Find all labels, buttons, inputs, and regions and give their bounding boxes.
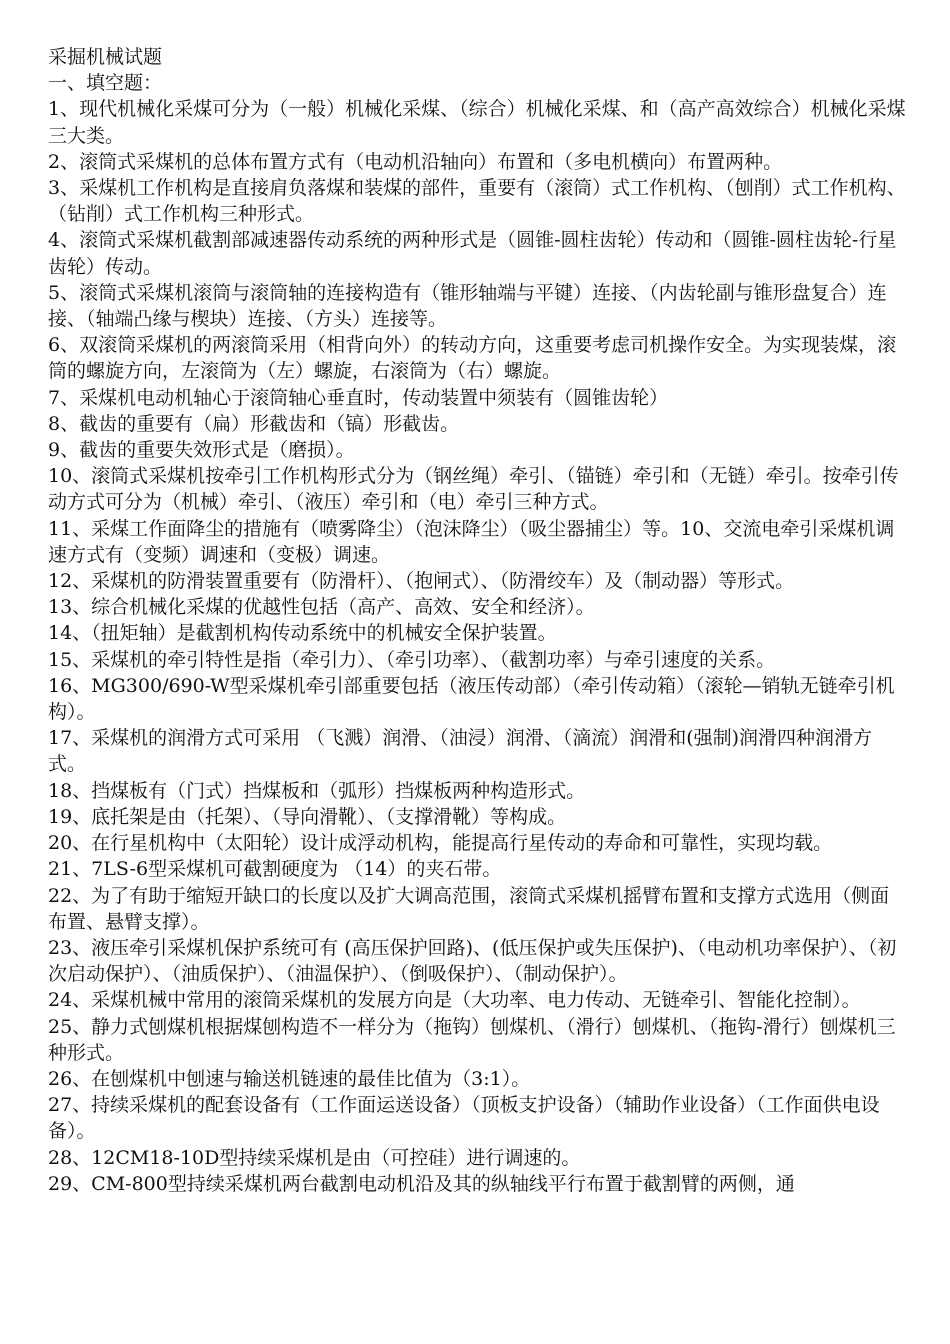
question-item: 2、滚筒式采煤机的总体布置方式有（电动机沿轴向）布置和（多电机横向）布置两种。 [48, 150, 783, 173]
question-item: 11、采煤工作面降尘的措施有（喷雾降尘）（泡沫降尘）（吸尘器捕尘）等。10、交流电牵引采煤机调速方式有（变频）调速和（变极）调速。 [48, 517, 895, 566]
question-item: 28、12CM18-10D型持续采煤机是由（可控硅）进行调速的。 [48, 1146, 581, 1169]
question-item: 23、液压牵引采煤机保护系统可有 (高压保护回路)、(低压保护或失压保护)、（电动机功率保护）、（初次启动保护）、（油质保护）、（油温保护）、（倒吸保护）、（制动保护）。 [48, 936, 897, 986]
question-item: 22、为了有助于缩短开缺口的长度以及扩大调高范围，滚筒式采煤机摇臂布置和支撑方式选用（侧面布置、悬臂支撑）。 [48, 884, 890, 933]
question-item: 9、截齿的重要失效形式是（磨损）。 [48, 439, 355, 462]
question-item: 7、采煤机电动机轴心于滚筒轴心垂直时，传动装置中须装有（圆锥齿轮） [48, 386, 669, 409]
question-item: 3、采煤机工作机构是直接肩负落煤和装煤的部件，重要有（滚筒）式工作机构、（刨削）式工作机构、（钻削）式工作机构三种形式。 [48, 177, 906, 226]
question-item: 26、在刨煤机中刨速与输送机链速的最佳比值为（3:1）。 [48, 1067, 531, 1090]
question-item: 8、截齿的重要有（扁）形截齿和（镐）形截齿。 [48, 412, 460, 435]
question-item: 18、挡煤板有（门式）挡煤板和（弧形）挡煤板两种构造形式。 [48, 779, 586, 802]
question-item: 12、采煤机的防滑装置重要有（防滑杆）、（抱闸式）、（防滑绞车）及（制动器）等形式。 [48, 570, 795, 593]
question-item: 24、采煤机械中常用的滚筒采煤机的发展方向是（大功率、电力传动、无链牵引、智能化控制）。 [48, 989, 861, 1012]
question-item: 6、双滚筒采煤机的两滚筒采用（相背向外）的转动方向，这重要考虑司机操作安全。为实现装煤，滚筒的螺旋方向，左滚筒为（左）螺旋，右滚筒为（右）螺旋。 [48, 334, 897, 383]
question-item: 19、底托架是由（托架）、（导向滑靴）、（支撑滑靴）等构成。 [48, 805, 567, 828]
question-item: 10、滚筒式采煤机按牵引工作机构形式分为（钢丝绳）牵引、（锚链）牵引和（无链）牵引。按牵引传动方式可分为（机械）牵引、（液压）牵引和（电）牵引三种方式。 [48, 465, 899, 514]
question-item: 25、静力式刨煤机根据煤刨构造不一样分为（拖钩）刨煤机、（滑行）刨煤机、（拖钩-滑行）刨煤机三种形式。 [48, 1015, 896, 1064]
question-item: 15、采煤机的牵引特性是指（牵引力）、（牵引功率）、（截割功率）与牵引速度的关系。 [48, 648, 776, 671]
document-title: 采掘机械试题 [48, 46, 163, 68]
question-item: 21、7LS-6型采煤机可截割硬度为 （14）的夹石带。 [48, 858, 502, 881]
question-item: 4、滚筒式采煤机截割部减速器传动系统的两种形式是（圆锥-圆柱齿轮）传动和（圆锥-圆柱齿轮-行星齿轮）传动。 [48, 229, 897, 278]
document-body [48, 44, 906, 1197]
question-item: 14、（扭矩轴）是截割机构传动系统中的机械安全保护装置。 [48, 622, 557, 645]
question-item: 16、MG300/690-W型采煤机牵引部重要包括（液压传动部）（牵引传动箱）（滚轮—销轨无链牵引机构）。 [48, 674, 895, 724]
question-item: 20、在行星机构中（太阳轮）设计成浮动机构，能提高行星传动的寿命和可靠性，实现均载。 [48, 832, 833, 855]
question-item: 17、采煤机的润滑方式可采用 （飞溅）润滑、（油浸）润滑、（滴流）润滑和(强制)润滑四种润滑方式。 [48, 727, 873, 776]
question-item: 27、持续采煤机的配套设备有（工作面运送设备）（顶板支护设备）（辅助作业设备）（工作面供电设备）。 [48, 1094, 880, 1143]
question-item: 29、CM-800型持续采煤机两台截割电动机沿及其的纵轴线平行布置于截割臂的两侧，通 [48, 1172, 795, 1195]
question-item: 13、综合机械化采煤的优越性包括（高产、高效、安全和经济）。 [48, 596, 595, 619]
question-item: 1、现代机械化采煤可分为（一般）机械化采煤、（综合）机械化采煤、和（高产高效综合）机械化采煤三大类。 [48, 98, 906, 147]
section-heading: 一、填空题： [48, 72, 163, 95]
question-item: 5、滚筒式采煤机滚筒与滚筒轴的连接构造有（锥形轴端与平键）连接、（内齿轮副与锥形盘复合）连接、（轴端凸缘与楔块）连接、（方头）连接等。 [48, 281, 887, 331]
